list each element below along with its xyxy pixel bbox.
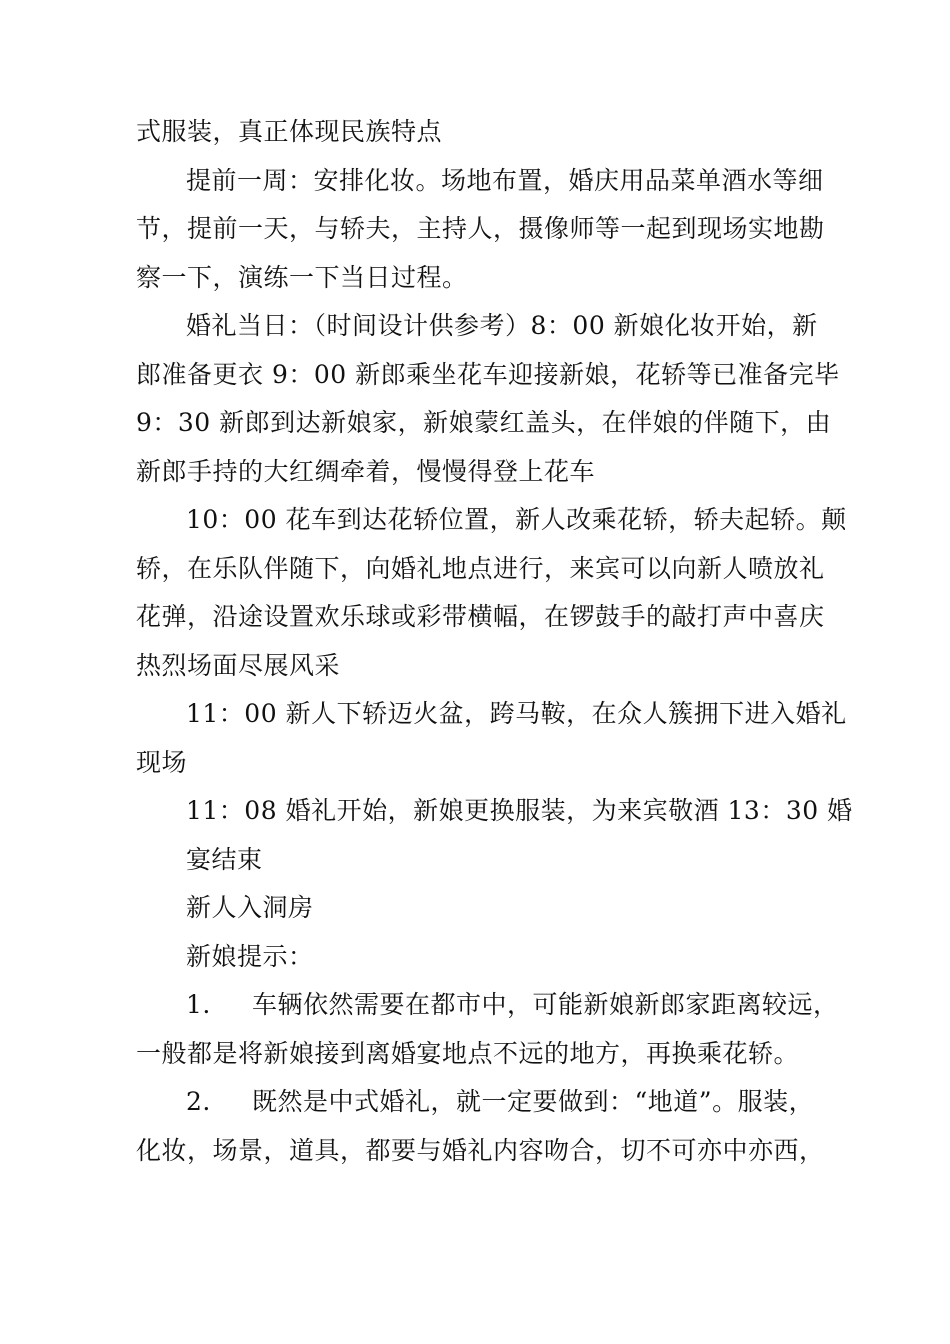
list-item-text: 既然是中式婚礼，就一定要做到：“地道”。服装， (252, 1087, 815, 1116)
text-line: 式服装，真正体现民族特点 (136, 117, 443, 146)
text-line: 花弹，沿途设置欢乐球或彩带横幅，在锣鼓手的敲打声中喜庆 (136, 602, 825, 631)
text-line: 察一下，演练一下当日过程。 (136, 262, 468, 292)
text-line (136, 1078, 836, 1127)
list-item-2 (136, 1078, 836, 1175)
text-line: 11：08 婚礼开始，新娘更换服装，为来宾敬酒 13：30 婚 (186, 796, 853, 825)
text-line: 婚礼当日：（时间设计供参考）8：00 新娘化妆开始，新 (186, 311, 818, 340)
text-line: 节，提前一天，与轿夫，主持人，摄像师等一起到现场实地勘 (136, 214, 825, 243)
text-line: 热烈场面尽展风采 (136, 650, 341, 680)
paragraph-bride-tips-heading (136, 933, 836, 982)
text-line: 郎准备更衣 9：00 新郎乘坐花车迎接新娘，花轿等已准备完毕 (136, 359, 840, 389)
list-number: 1. (186, 990, 211, 1019)
text-line: 化妆，场景，道具，都要与婚礼内容吻合，切不可亦中亦西， (136, 1135, 825, 1165)
paragraph-ten-oclock (136, 496, 847, 690)
text-line: 现场 (136, 747, 188, 777)
list-number: 2. (186, 1087, 211, 1116)
text-line: 9：30 新郎到达新娘家，新娘蒙红盖头，在伴娘的伴随下，由 (136, 408, 832, 437)
paragraph-wedding-day (136, 302, 840, 496)
text-line (136, 981, 839, 1030)
text-line: 提前一周：安排化妆。场地布置，婚庆用品菜单酒水等细 (186, 165, 824, 195)
list-item-1 (136, 981, 839, 1078)
text-line: 轿，在乐队伴随下，向婚礼地点进行，来宾可以向新人喷放礼 (136, 553, 825, 583)
paragraph-continuation (136, 108, 836, 157)
text-line: 新娘提示： (186, 941, 314, 971)
text-line: 10：00 花车到达花轿位置，新人改乘花轿，轿夫起轿。颠 (186, 505, 847, 534)
text-line: 一般都是将新娘接到离婚宴地点不远的地方，再换乘花轿。 (136, 1038, 800, 1068)
paragraph-ceremony-start (136, 787, 853, 884)
paragraph-bridal-chamber (136, 884, 836, 933)
text-line: 新人入洞房 (186, 893, 314, 922)
paragraph-one-week-before (136, 157, 836, 303)
text-line: 11：00 新人下轿迈火盆，跨马鞍，在众人簇拥下进入婚礼 (186, 699, 847, 728)
text-line: 新郎手持的大红绸牵着，慢慢得登上花车 (136, 456, 596, 486)
text-line: 宴结束 (186, 844, 263, 874)
list-item-text: 车辆依然需要在都市中，可能新娘新郎家距离较远， (252, 990, 839, 1019)
document-body (136, 108, 853, 1175)
paragraph-eleven-oclock (136, 690, 847, 787)
